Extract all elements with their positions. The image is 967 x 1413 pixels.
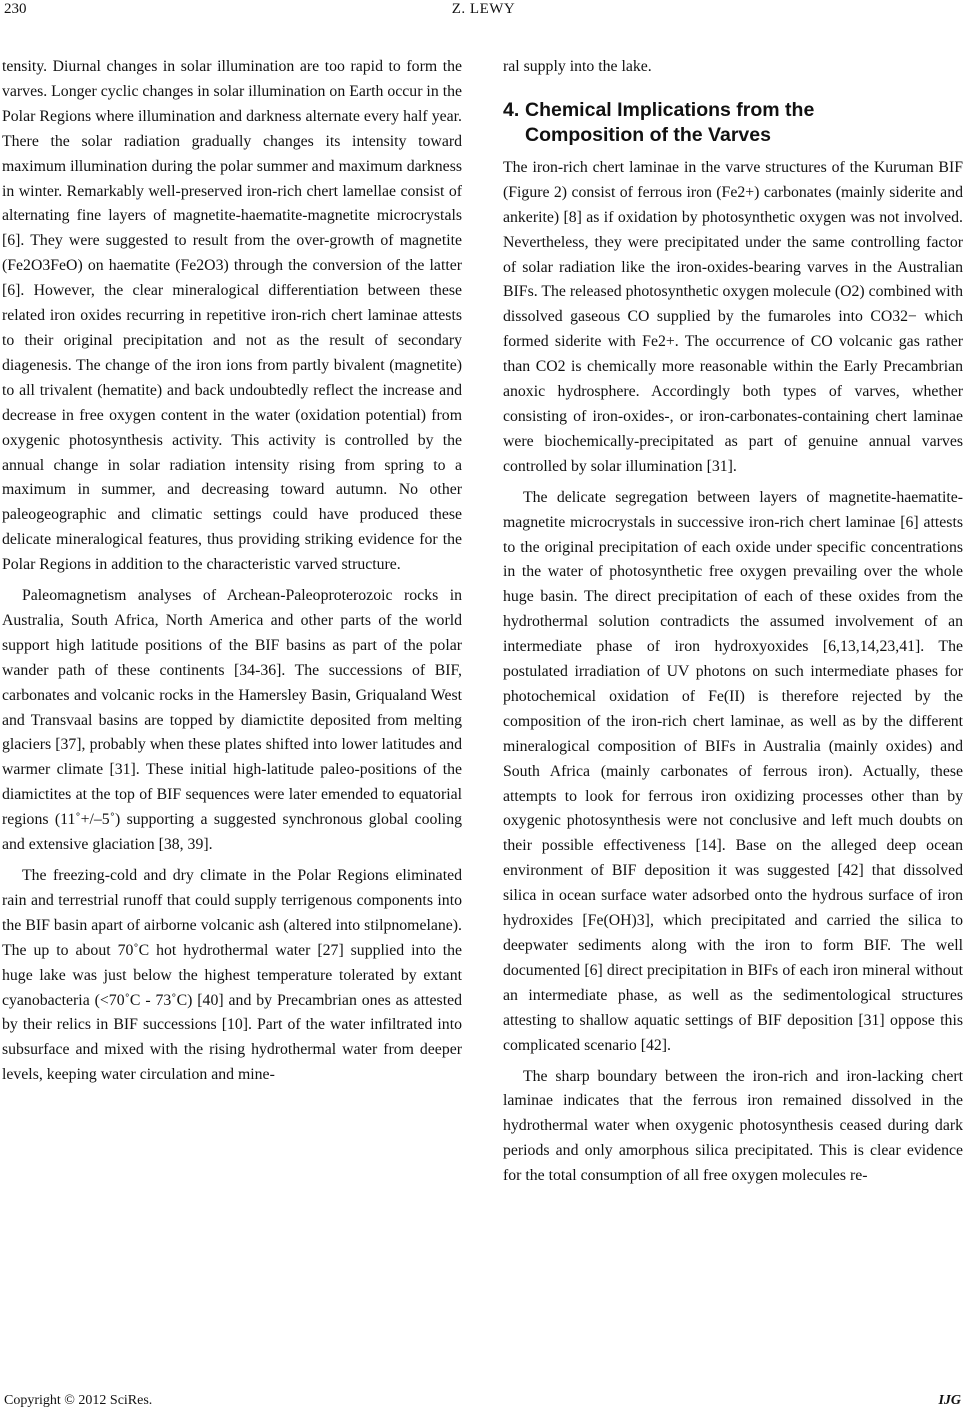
- section-heading: [503, 98, 963, 148]
- section-title-line2: Composition of the Varves: [525, 123, 771, 146]
- left-column: [2, 55, 462, 1088]
- page-number: 230: [4, 1, 27, 17]
- left-paragraph-3: The freezing-cold and dry climate in the Polar Regions eliminated rain and terrestrial runoff that could supply terrigenous components into the BIF basin apart of airborne volcanic ash (altered into stilpnomelane). The up to about 70˚C hot hydrothermal water [27] supplied into the huge lake was just below the highest temperature tolerated by extant cyanobacteria (<70˚C - 73˚C) [40] and by Precambrian ones as attested by their relics in BIF successions [10]. Part of the water infiltrated into subsurface and mixed with the rising hydrothermal water from deeper levels, keeping water circulation and mine-: [2, 867, 462, 1084]
- left-paragraph-2: Paleomagnetism analyses of Archean-Paleoproterozoic rocks in Australia, South Africa, North America and other parts of the world support high latitude positions of the BIF basins as part of the polar wander path of these continents [34-36]. The successions of BIF, carbonates and volcanic rocks in the Hamersley Basin, Griqualand West and Transvaal basins are topped by diamictite deposited from melting glaciers [37], probably when these plates shifted into lower latitudes and warmer climate [31]. These initial high-latitude paleo-positions of the diamictites at the top of BIF sequences were later emended to equatorial regions (11˚+/–5˚) supporting a suggested synchronous global cooling and extensive glaciation [38, 39].: [2, 587, 462, 854]
- section-title-line1: Chemical Implications from the: [525, 98, 815, 121]
- right-paragraph-1: The iron-rich chert laminae in the varve structures of the Kuruman BIF (Figure 2) consist of ferrous iron (Fe2+) carbonates (mainly siderite and ankerite) [8] as if oxidation by photosynthetic oxygen was not involved. Nevertheless, they were precipitated under the same controlling factor of solar radiation like the iron-oxides-bearing varves in the Australian BIFs. The released photosynthetic oxygen molecule (O2) combined with dissolved gaseous CO supplied by the fumaroles into CO32− which formed siderite with Fe2+. The occurrence of CO volcanic gas rather than CO2 is chemically more reasonable within the Early Precambrian anoxic hydrosphere. Accordingly both types of varves, whether consisting of iron-oxides-, or iron-carbonates-containing chert laminae were biochemically-precipitated as part of genuine annual varves controlled by solar illumination [31].: [503, 158, 963, 475]
- journal-abbreviation: IJG: [938, 1393, 961, 1408]
- page-header: [0, 0, 967, 22]
- copyright-notice: Copyright © 2012 SciRes.: [4, 1393, 153, 1408]
- right-paragraph-0: ral supply into the lake.: [503, 58, 652, 75]
- running-head: Z. LEWY: [451, 1, 516, 17]
- section-number: 4.: [503, 98, 520, 121]
- right-column: [503, 55, 963, 1189]
- left-paragraph-1: tensity. Diurnal changes in solar illumination are too rapid to form the varves. Longer cyclic changes in solar illumination on Earth occur in the Polar Regions where illumination and darkness alternate every half year. There the solar radiation gradually changes its intensity toward maximum illumination during the polar summer and maximum darkness in winter. Remarkably well-preserved iron-rich chert lamellae consist of alternating fine layers of magnetite-haematite-magnetite microcrystals [6]. They were suggested to result from the over-growth of magnetite (Fe2O3FeO) on haematite (Fe2O3) through the conversion of the latter [6]. However, the clear mineralogical differentiation between these related iron oxides recurring in repetitive iron-rich chert laminae attests to their original precipitation and not as the result of secondary diagenesis. The change of the iron ions from partly bivalent (magnetite) to all trivalent (hematite) and back undoubtedly reflect the increase and decrease in free oxygen content in the water (oxidation potential) from oxygenic photosynthesis activity. This activity is controlled by the annual change in solar radiation intensity rising from spring to a maximum in summer, and decreasing toward autumn. No other paleogeographic and climatic settings could have produced these delicate mineralogical features, thus providing striking evidence for the Polar Regions in addition to the characteristic varved structure.: [2, 58, 462, 574]
- right-paragraph-2: The delicate segregation between layers of magnetite-haematite-magnetite microcrystals in successive iron-rich chert laminae [6] attests to the original precipitation of each oxide under specific concentrations in the water of photosynthetic free oxygen prevailing over the whole huge basin. The direct precipitation of each of these oxides from the hydrothermal solution contradicts the assumed involvement of an intermediate phase of iron hydroxyoxides [6,13,14,23,41]. The postulated irradiation of UV photons on such intermediate phases for photochemical oxidation of Fe(II) is therefore rejected by the composition of the iron-rich chert laminae, as well as by the different mineralogical composition of BIFs in Australia (mainly oxides) and South Africa (mainly carbonates of ferrous iron). Actually, these attempts to look for ferrous iron oxidizing processes other than by oxygenic photosynthesis were not conclusive and left much doubts on their possible effectiveness [14]. Base on the alleged deep ocean environment of BIF deposition it was suggested [42] that dissolved silica in ocean surface water adsorbed onto the hydrous surface of iron hydroxides [Fe(OH)3], which precipitated and carried the silica to deepwater sediments along with the iron to form BIF. The well documented [6] direct precipitation in BIFs of each iron mineral without an intermediate phase, as well as the sedimentological structures attesting to shallow aquatic settings of BIF deposition [31] oppose this complicated scenario [42].: [503, 488, 963, 1054]
- right-paragraph-3: The sharp boundary between the iron-rich and iron-lacking chert laminae indicates that the ferrous iron remained dissolved in the hydrothermal water when oxygenic photosynthesis ceased during dark periods and only amorphous silica precipitated. This is clear evidence for the total consumption of all free oxygen molecules re-: [503, 1067, 963, 1185]
